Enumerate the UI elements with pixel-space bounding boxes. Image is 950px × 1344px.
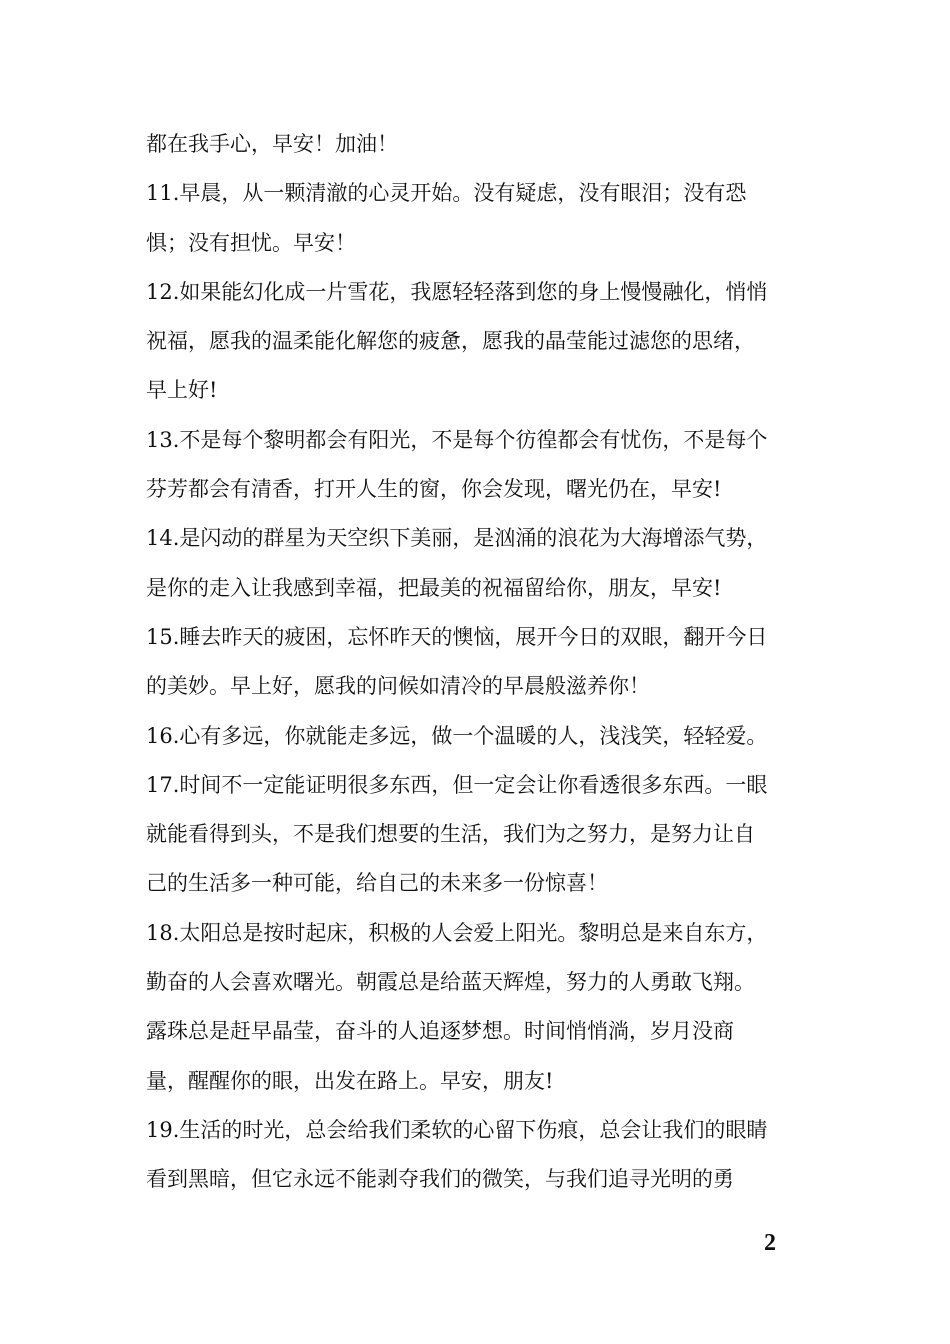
text-line: 11.早晨，从一颗清澈的心灵开始。没有疑虑，没有眼泪；没有恐 <box>146 181 747 206</box>
page-number: 2 <box>764 1230 776 1256</box>
text-line: 看到黑暗，但它永远不能剥夺我们的微笑，与我们追寻光明的勇 <box>146 1167 734 1192</box>
text-line: 19.生活的时光，总会给我们柔软的心留下伤痕，总会让我们的眼睛 <box>146 1117 768 1142</box>
text-line: 惧；没有担忧。早安！ <box>146 230 356 255</box>
text-line: 15.睡去昨天的疲困，忘怀昨天的懊恼，展开今日的双眼，翻开今日 <box>146 624 768 649</box>
text-line: 12.如果能幻化成一片雪花，我愿轻轻落到您的身上慢慢融化，悄悄 <box>146 279 768 304</box>
text-line: 芬芳都会有清香，打开人生的窗，你会发现，曙光仍在，早安! <box>146 477 722 502</box>
text-line: 13.不是每个黎明都会有阳光，不是每个彷徨都会有忧伤，不是每个 <box>146 427 768 452</box>
text-line: 17.时间不一定能证明很多东西，但一定会让你看透很多东西。一眼 <box>146 772 768 797</box>
text-line: 量，醒醒你的眼，出发在路上。早安，朋友! <box>146 1068 554 1093</box>
text-line: 的美妙。早上好，愿我的问候如清冷的早晨般滋养你！ <box>146 674 650 699</box>
document-body <box>146 120 808 1205</box>
text-line: 早上好! <box>146 378 218 403</box>
text-line: 就能看得到头，不是我们想要的生活，我们为之努力，是努力让自 <box>146 822 755 847</box>
text-line: 是你的走入让我感到幸福，把最美的祝福留给你，朋友，早安! <box>146 575 722 600</box>
text-line: 露珠总是赶早晶莹，奋斗的人追逐梦想。时间悄悄淌，岁月没商 <box>146 1019 734 1044</box>
text-line: 16.心有多远，你就能走多远，做一个温暖的人，浅浅笑，轻轻爱。 <box>146 723 768 748</box>
text-line: 勤奋的人会喜欢曙光。朝霞总是给蓝天辉煌，努力的人勇敢飞翔。 <box>146 970 755 995</box>
text-line: 祝福，愿我的温柔能化解您的疲惫，愿我的晶莹能过滤您的思绪， <box>146 329 755 354</box>
text-line: 都在我手心，早安！加油！ <box>146 132 398 156</box>
text-line: 18.太阳总是按时起床，积极的人会爱上阳光。黎明总是来自东方， <box>146 920 768 945</box>
text-line: 14.是闪动的群星为天空织下美丽，是汹涌的浪花为大海增添气势， <box>146 526 768 551</box>
text-line: 己的生活多一种可能，给自己的未来多一份惊喜！ <box>146 871 608 896</box>
